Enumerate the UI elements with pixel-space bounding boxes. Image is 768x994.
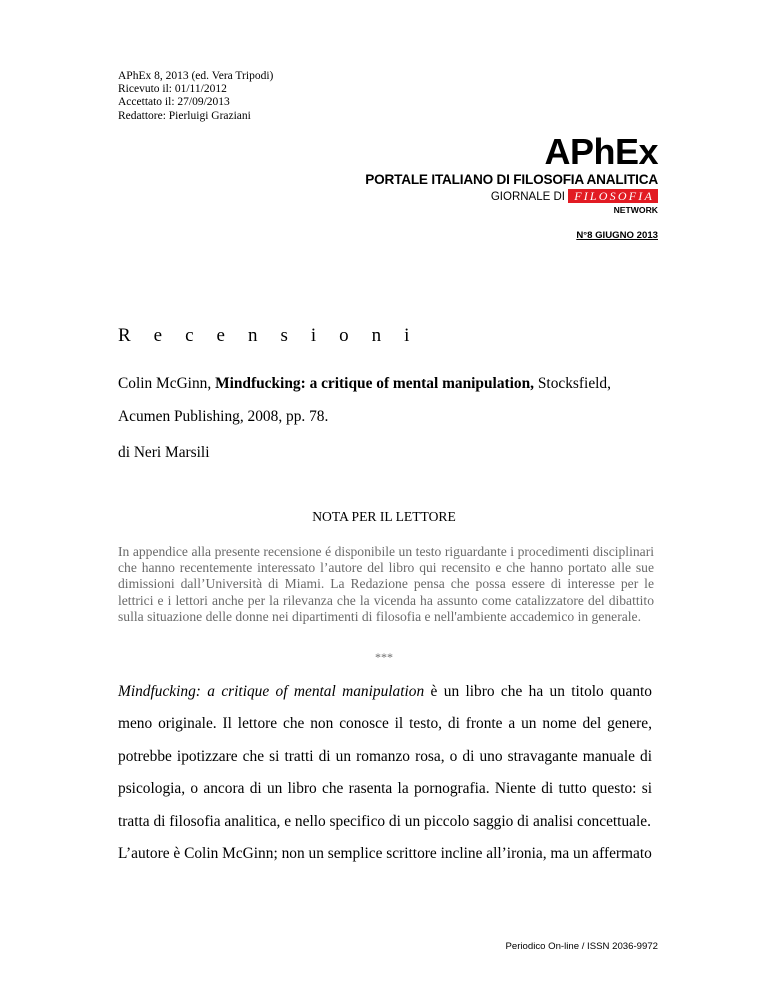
meta-line-received: Ricevuto il: 01/11/2012 [118,83,227,96]
logo-subtitle: PORTALE ITALIANO DI FILOSOFIA ANALITICA [365,172,658,187]
meta-line-accepted: Accettato il: 27/09/2013 [118,96,230,109]
section-separator: *** [375,650,393,664]
aphex-logo [365,131,658,216]
citation-publisher: Stocksfield, Acumen Publishing, 2008, pp. 78. [118,375,611,425]
citation-author: Colin McGinn, [118,375,212,392]
issue-number: N°8 GIUGNO 2013 [576,230,658,241]
section-title: Recensioni [118,325,433,346]
paragraph-2: L’autore è Colin McGinn; non un semplice scrittore incline all’ironia, ma un affermato [118,845,652,863]
note-text: In appendice alla presente recensione é disponibile un testo riguardante i procedimenti disciplinari che hanno recentemente interessato l’autore del libro qui recensito e che hanno portato alle sue dimissioni dall’Università di Miami. La Redazione pensa che possa essere di interesse per le lettrici e i lettori anche per la rilevanza che la vicenda ha assunto come catalizzatore del dibattito sulla situazione delle donne nei dipartimenti di filosofia e nell'ambiente accademico in generale. [118,544,654,624]
book-citation [118,367,652,433]
citation-title: Mindfucking: a critique of mental manipulation, [215,375,535,392]
reviewer-name: di Neri Marsili [118,444,210,461]
book-title-italic: Mindfucking: a critique of mental manipulation [118,683,425,700]
logo-name: APhEx [544,131,658,172]
logo-giornale-row [365,189,658,204]
meta-line-editor: Redattore: Pierluigi Graziani [118,109,251,122]
logo-giornale-di: GIORNALE DI [490,191,565,203]
review-body [118,676,652,870]
paragraph-1 [118,676,652,838]
meta-line-edition: APhEx 8, 2013 (ed. Vera Tripodi) [118,70,274,82]
footer-issn: Periodico On-line / ISSN 2036-9972 [505,941,658,952]
logo-network: NETWORK [613,205,658,215]
note-title: NOTA PER IL LETTORE [312,509,456,524]
paragraph-1-text: è un libro che ha un titolo quanto meno originale. Il lettore che non conosce il testo, di fronte a un nome del genere, potrebbe ipotizzare che si tratti di un romanzo rosa, o di uno stravagante manuale di psicologia, o ancora di un libro che rasenta la pornografia. Niente di tutto questo: si tratta di filosofia analitica, e nello specifico di un piccolo saggio di analisi concettuale. [118,683,652,830]
submission-info [118,70,273,123]
logo-filosofia-badge: FILOSOFIA [568,189,658,203]
